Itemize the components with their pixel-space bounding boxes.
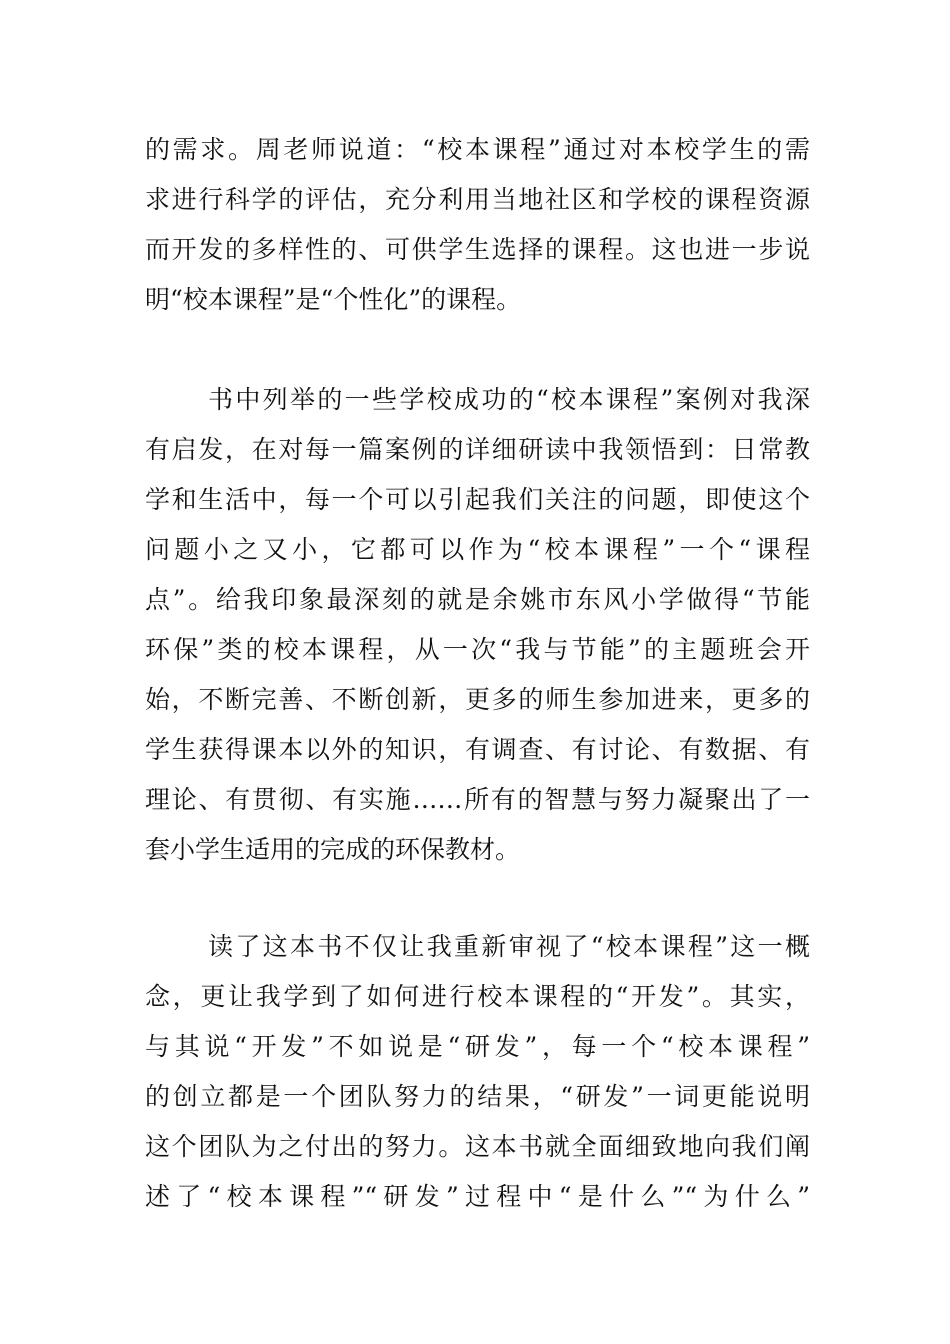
paragraph-2 [145, 375, 810, 875]
text-line: 环保”类的校本课程，从一次“我与节能”的主题班会开 [145, 635, 810, 664]
text-line: 求进行科学的评估，充分利用当地社区和学校的课程资源 [145, 185, 810, 214]
paragraph-1 [145, 125, 810, 325]
text-line: 理论、有贯彻、有实施……所有的智慧与努力凝聚出了一 [145, 785, 810, 814]
text-line: 念，更让我学到了如何进行校本课程的“开发”。其实， [145, 982, 810, 1011]
text-line: 始，不断完善、不断创新，更多的师生参加进来，更多的 [145, 685, 810, 714]
text-line: 书中列举的一些学校成功的“校本课程”案例对我深 [208, 385, 810, 414]
text-line: 学生获得课本以外的知识，有调查、有讨论、有数据、有 [145, 735, 810, 764]
text-line: 这个团队为之付出的努力。这本书就全面细致地向我们阐 [145, 1132, 810, 1161]
text-line: 述了“校本课程”“研发”过程中“是什么”“为什么” [145, 1182, 810, 1211]
text-line: 的创立都是一个团队努力的结果，“研发”一词更能说明 [145, 1082, 810, 1111]
text-line: 学和生活中，每一个可以引起我们关注的问题，即使这个 [145, 485, 810, 514]
paragraph-3 [145, 922, 810, 1222]
text-line: 套小学生适用的完成的环保教材。 [145, 835, 521, 864]
text-line: 问题小之又小，它都可以作为“校本课程”一个“课程 [145, 535, 810, 564]
text-line: 而开发的多样性的、可供学生选择的课程。这也进一步说 [145, 235, 810, 264]
text-line: 读了这本书不仅让我重新审视了“校本课程”这一概 [208, 932, 810, 961]
text-line: 与其说“开发”不如说是“研发”，每一个“校本课程” [145, 1032, 810, 1061]
text-line: 明“校本课程”是“个性化”的课程。 [145, 285, 522, 314]
text-line: 有启发，在对每一篇案例的详细研读中我领悟到：日常教 [145, 435, 810, 464]
text-line: 的需求。周老师说道：“校本课程”通过对本校学生的需 [145, 135, 810, 164]
text-line: 点”。给我印象最深刻的就是余姚市东风小学做得“节能 [145, 585, 810, 614]
